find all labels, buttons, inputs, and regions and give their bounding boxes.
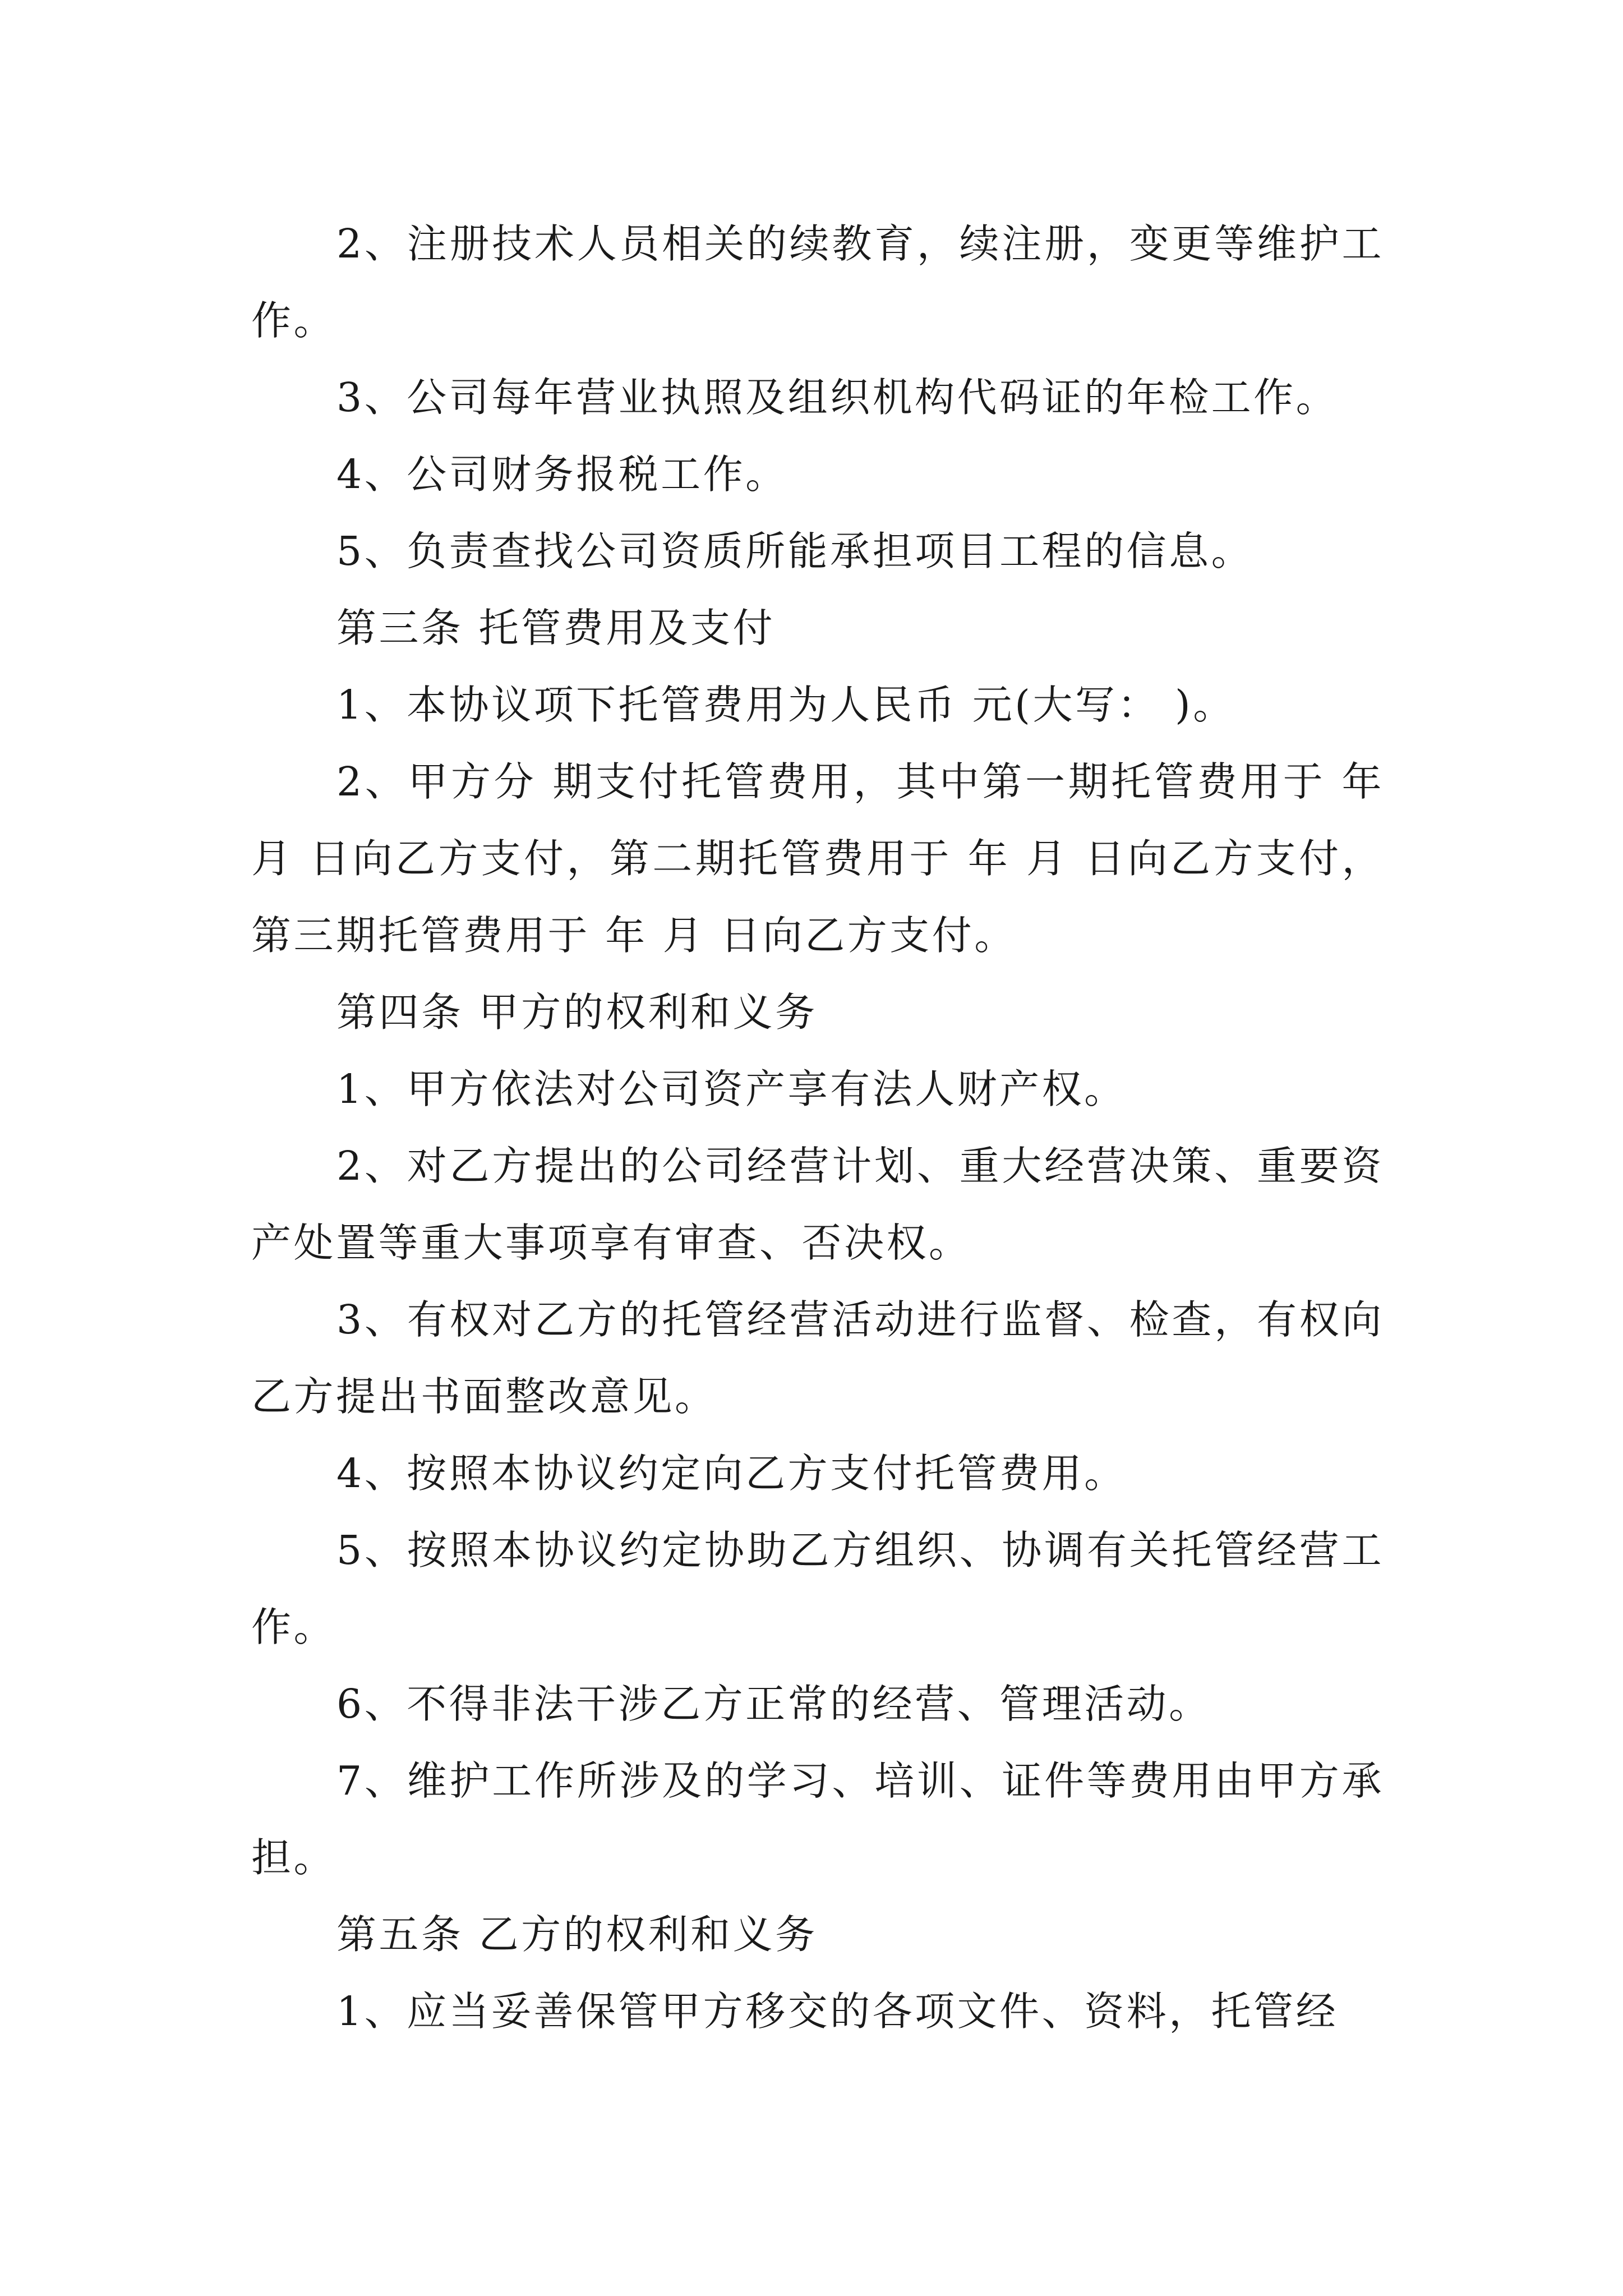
paragraph-party-a-assistance: 5、按照本协议约定协助乙方组织、协调有关托管经营工作。	[251, 1527, 1384, 1650]
paragraph-fee-amount: 1、本协议项下托管费用为人民币 元(大写： )。	[336, 682, 1235, 728]
paragraph-item-2-registration: 2、注册技术人员相关的续教育，续注册，变更等维护工作。	[251, 220, 1384, 344]
paragraph-party-a-non-interference: 6、不得非法干涉乙方正常的经营、管理活动。	[336, 1681, 1211, 1727]
paragraph-party-b-safekeeping: 1、应当妥善保管甲方移交的各项文件、资料，托管经	[336, 1988, 1339, 2035]
paragraph-item-3-annual-inspection: 3、公司每年营业执照及组织机构代码证的年检工作。	[336, 374, 1339, 421]
paragraph-fee-installments: 2、甲方分 期支付托管费用，其中第一期托管费用于 年 月 日向乙方支付，第二期托管费用于 年 月 日向乙方支付，第三期托管费用于 年 月 日向乙方支付。	[251, 758, 1384, 959]
paragraph-party-a-costs: 7、维护工作所涉及的学习、培训、证件等费用由甲方承担。	[251, 1757, 1384, 1881]
paragraph-party-a-review-right: 2、对乙方提出的公司经营计划、重大经营决策、重要资产处置等重大事项享有审查、否决权。	[251, 1143, 1384, 1266]
paragraph-item-5-project-info: 5、负责查找公司资质所能承担项目工程的信息。	[336, 528, 1254, 574]
document-body	[251, 205, 1384, 2050]
section-heading-article-4: 第四条 甲方的权利和义务	[336, 989, 818, 1036]
paragraph-party-a-payment: 4、按照本协议约定向乙方支付托管费用。	[336, 1450, 1127, 1497]
section-heading-article-3: 第三条 托管费用及支付	[336, 605, 776, 651]
section-heading-article-5: 第五条 乙方的权利和义务	[336, 1911, 818, 1958]
paragraph-party-a-supervision: 3、有权对乙方的托管经营活动进行监督、检查，有权向乙方提出书面整改意见。	[251, 1296, 1384, 1420]
paragraph-item-4-tax: 4、公司财务报税工作。	[336, 451, 788, 498]
paragraph-party-a-property-right: 1、甲方依法对公司资产享有法人财产权。	[336, 1066, 1127, 1112]
